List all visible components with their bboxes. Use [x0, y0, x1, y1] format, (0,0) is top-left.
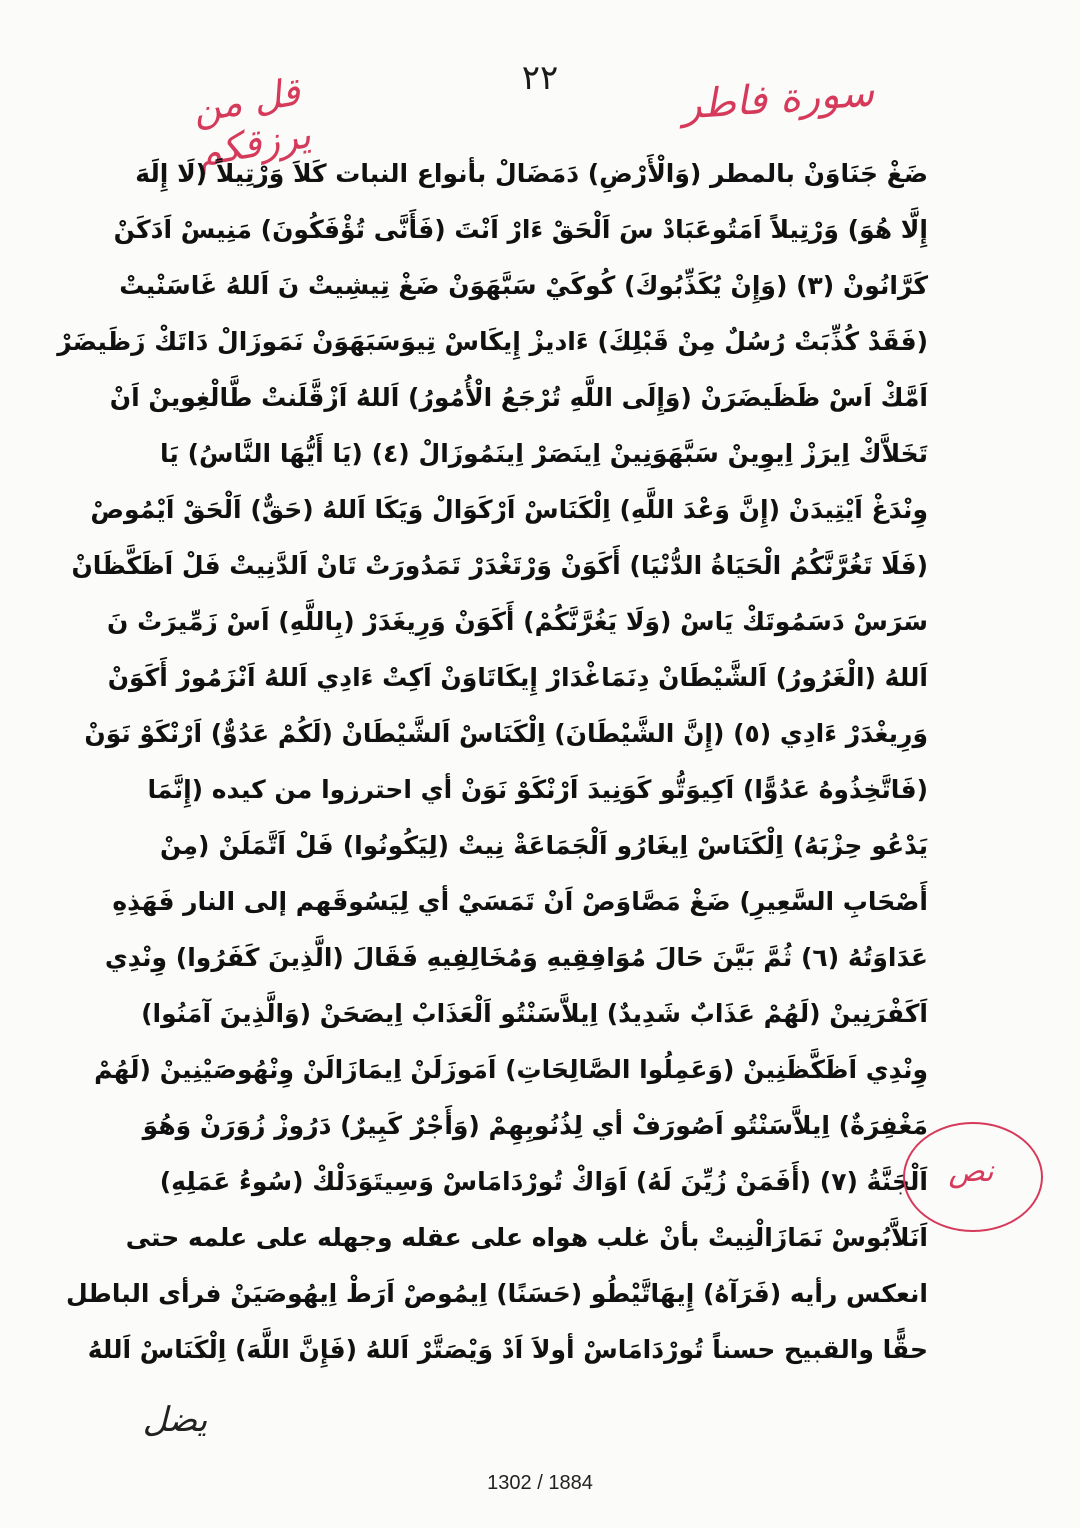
text-line: مَغْفِرَةٌ) اِيلاَّسَنْتُو اَصُورَفْ أي لِذُنُوبِهِمْ (وَأَجْرٌ كَبِيرٌ) دَرُوزْ زُوَرَنْ وَهُوَ [142, 1111, 928, 1140]
page-counter: 1302 / 1884 [487, 1472, 593, 1494]
text-line: وِنْدِي اَظَكَّظَنِينْ (وَعَمِلُوا الصَّالِحَاتِ) اَمَوزَلَنْ اِيمَازَالَنْ وِنْهُوصَيْنِينْ (لَهُمْ [94, 1055, 928, 1084]
page-number: ٢٢ [521, 58, 559, 98]
text-line: (فَلَا تَغُرَّنَّكُمُ الْحَيَاةُ الدُّنْيَا) أَكَوَنْ وَرْتَغْدَرْ تَمَدُورَتْ تَانْ اَلدَّنِيتْ فَلْ اَظَكَّظَانْ [71, 551, 928, 580]
handwritten-note-verse: قل من يرزقكم [189, 69, 314, 176]
text-line: اَنَلاَّبُوسْ نَمَازَالْنِيتْ بأنْ غلب هواه على عقله وجهله على علمه حتى [125, 1223, 928, 1252]
text-line: انعكس رأيه (فَرَآهُ) إِيهَاتَّيْطُو (حَسَنًا) اِيمُوصْ اَرَطْ اِيهُوصَيَنْ فرأى الباطل [65, 1279, 928, 1308]
text-line: حقًّا والقبيح حسناً تُورْدَامَاسْ أولاَ اَدْ وَيْصَتَّرْ اَللهُ (فَإِنَّ اللَّهَ) اِلْكَنَاسْ اَللهُ [87, 1335, 928, 1364]
handwritten-note-surah: سورة فاطر [680, 69, 876, 129]
catchword-note: يضل [142, 1400, 208, 1440]
text-line: ضَغْ جَنَاوَنْ بالمطر (وَالْأَرْضِ) دَمَضَالْ بأنواع النبات كَلاَ وَرْتِيلاً (لَا إِلَهَ [135, 159, 928, 188]
text-line: اَكَفْرَنِينْ (لَهُمْ عَذَابٌ شَدِيدٌ) اِيلاَّسَنْتُو اَلْعَذَابْ اِيصَحَنْ (وَالَّذِينَ آمَنُوا) [141, 999, 928, 1028]
text-line: اَلْجَنَّةُ (٧) (أَفَمَنْ زُيِّنَ لَهُ) اَوَاكْ تُورْدَامَاسْ وَسِيتَوَدَلْكْ (سُوءُ عَمَلِهِ) [159, 1167, 928, 1196]
text-line: إِلَّا هُوَ) وَرْتِيلاً اَمَتُوعَبَادْ سَ اَلْحَقْ ءَارْ اَنْتَ (فَأَنَّى تُؤْفَكُونَ) مَنِيسْ اَدَكَنْ [113, 215, 928, 244]
text-line: اَللهُ (الْغَرُورُ) اَلشَّيْطَانْ دِنَمَاغْدَارْ إِيكَاتَاوَنْ اَكِتْ ءَادِي اَللهُ اَنْزَمُورْ أَكَوَنْ [107, 663, 928, 692]
text-line: وَرِيغْدَرْ ءَادِي (٥) (إِنَّ الشَّيْطَانَ) اِلْكَنَاسْ اَلشَّيْطَانْ (لَكُمْ عَدُوٌّ) اَرْنْكَوْ نَوَنْ [84, 719, 928, 748]
text-line: أَصْحَابِ السَّعِيرِ) ضَغْ مَصَّاوَصْ اَنْ تَمَسَيْ أي لِيَسُوقَهم إلى النار فَهَذِهِ [112, 887, 928, 916]
text-line: (فَقَدْ كُذِّبَتْ رُسُلٌ مِنْ قَبْلِكَ) ءَاديزْ إِيكَاسْ تِيوَسَبَهَوَنْ نَمَوزَالْ دَاتَكْ زَظَيضَرْ [57, 327, 928, 356]
text-line: كَرَّانُونْ (٣) (وَإِنْ يُكَذِّبُوكَ) كُوكَيْ سَبَّهَوَنْ ضَغْ تِيشِيتْ نَ اَللهُ غَاسَنْيتْ [119, 271, 928, 300]
text-line: يَدْعُو حِزْبَهُ) اِلْكَنَاسْ اِيغَارُو اَلْجَمَاعَةْ نِيتْ (لِيَكُونُوا) فَلْ اَتَّمَلَنْ (مِنْ [160, 831, 928, 860]
text-line: وِنْدَغْ اَيْتِيدَنْ (إِنَّ وَعْدَ اللَّهِ) اِلْكَنَاسْ اَرْكَوَالْ وَيَكَا اَللهُ (حَقٌّ) اَلْحَقْ اَيْمُوصْ [90, 495, 928, 524]
circled-margin-note: نص [948, 1154, 994, 1189]
text-line: (فَاتَّخِذُوهُ عَدُوًّا) اَكِيوَتُّو كَوَنِيدَ اَرْنْكَوْ نَوَنْ أي احترزوا من كيده (إِنَّمَا [147, 775, 928, 804]
text-line: عَدَاوَتُهُ (٦) ثُمَّ بَيَّنَ حَالَ مُوَافِقِيهِ وَمُخَالِفِيهِ فَقَالَ (الَّذِينَ كَفَرُوا) وِنْدِي [104, 943, 928, 972]
body-text [57, 146, 928, 1378]
text-line: تَخَلاَّكْ اِيرَزْ اِيوِينْ سَبَّهَوَنِينْ اِينَصَرْ اِينَمُوزَالْ (٤) (يَا أَيُّهَا النَّاسُ) يَا [160, 439, 928, 468]
text-line: اَمَّكْ اَسْ ظَظَيضَرَنْ (وَإِلَى اللَّهِ تُرْجَعُ الْأُمُورُ) اَللهُ اَزْقَّلَنتْ طَّالْغِوينْ اَنْ [109, 383, 928, 412]
text-line: سَرَسْ دَسَمُوتَكْ يَاسْ (وَلَا يَغُرَّنَّكُمْ) أَكَوَنْ وَرِيغَدَرْ (بِاللَّهِ) اَسْ زَمِّيرَتْ نَ [107, 607, 928, 636]
